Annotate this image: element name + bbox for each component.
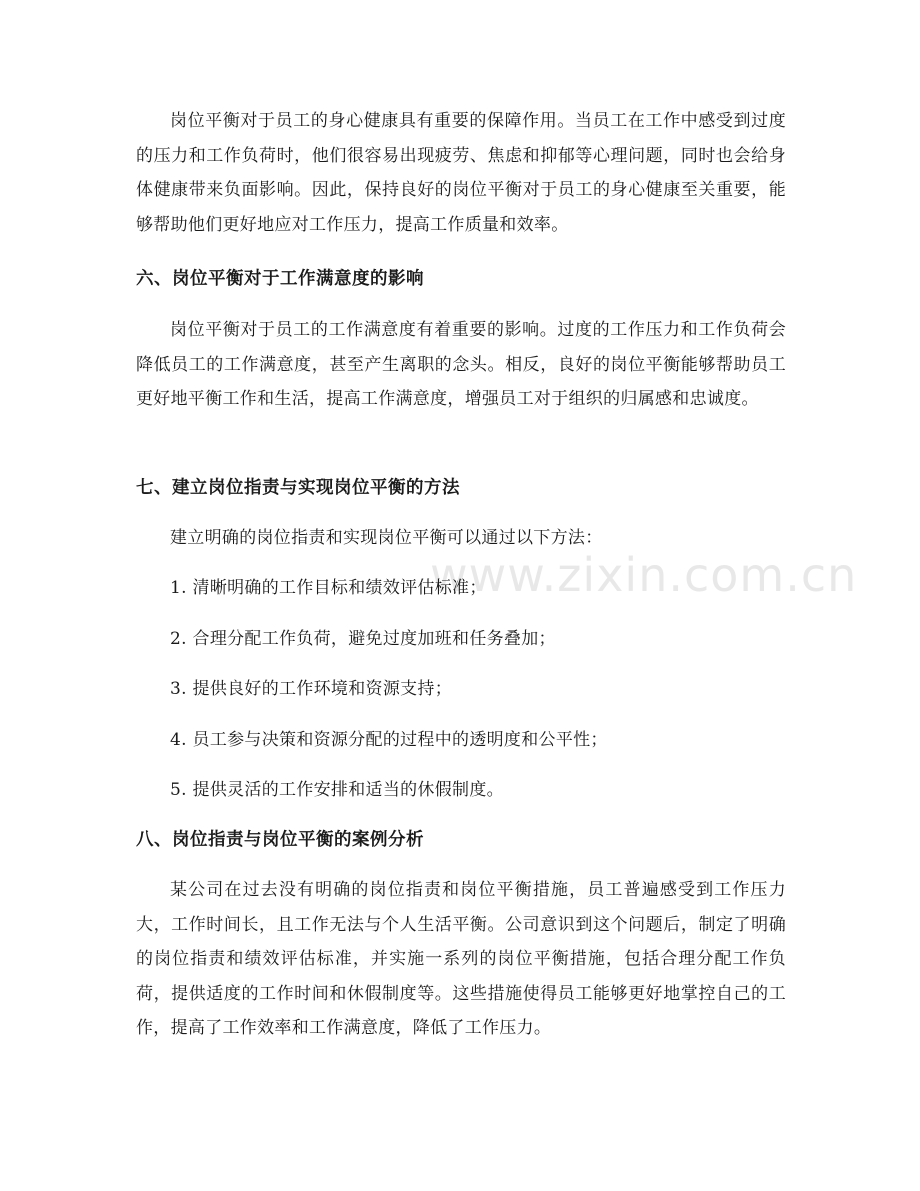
watermark-text: www.zixin.com.cn: [430, 548, 858, 602]
paragraph-section-7-intro: 建立明确的岗位指责和实现岗位平衡可以通过以下方法：: [170, 528, 603, 548]
list-item-2: 2. 合理分配工作负荷，避免过度加班和任务叠加；: [170, 629, 556, 649]
heading-section-6: 六、岗位平衡对于工作满意度的影响: [136, 269, 424, 289]
list-item-1: 1. 清晰明确的工作目标和绩效评估标准；: [170, 578, 487, 598]
paragraph-section-8: 某公司在过去没有明确的岗位指责和岗位平衡措施，员工普遍感受到工作压力大，工作时间长，且工作无法与个人生活平衡。公司意识到这个问题后，制定了明确的岗位指责和绩效评估标准，并实施一系列的岗位平衡措施，包括合理分配工作负荷，提供适度的工作时间和休假制度等。这些措施使得员工能够更好地掌控自己的工作，提高了工作效率和工作满意度，降低了工作压力。: [136, 880, 786, 1038]
list-item-5: 5. 提供灵活的工作安排和适当的休假制度。: [170, 780, 504, 800]
paragraph-health: 岗位平衡对于员工的身心健康具有重要的保障作用。当员工在工作中感受到过度的压力和工作负荷时，他们很容易出现疲劳、焦虑和抑郁等心理问题，同时也会给身体健康带来负面影响。因此，保持良好的岗位平衡对于员工的身心健康至关重要，能够帮助他们更好地应对工作压力，提高工作质量和效率。: [136, 111, 786, 235]
paragraph-section-6: 岗位平衡对于员工的工作满意度有着重要的影响。过度的工作压力和工作负荷会降低员工的工作满意度，甚至产生离职的念头。相反，良好的岗位平衡能够帮助员工更好地平衡工作和生活，提高工作满意度，增强员工对于组织的归属感和忠诚度。: [136, 320, 786, 409]
list-item-4: 4. 员工参与决策和资源分配的过程中的透明度和公平性；: [170, 730, 608, 750]
list-item-3: 3. 提供良好的工作环境和资源支持；: [170, 679, 453, 699]
heading-section-7: 七、建立岗位指责与实现岗位平衡的方法: [136, 478, 460, 498]
heading-section-8: 八、岗位指责与岗位平衡的案例分析: [136, 830, 424, 850]
